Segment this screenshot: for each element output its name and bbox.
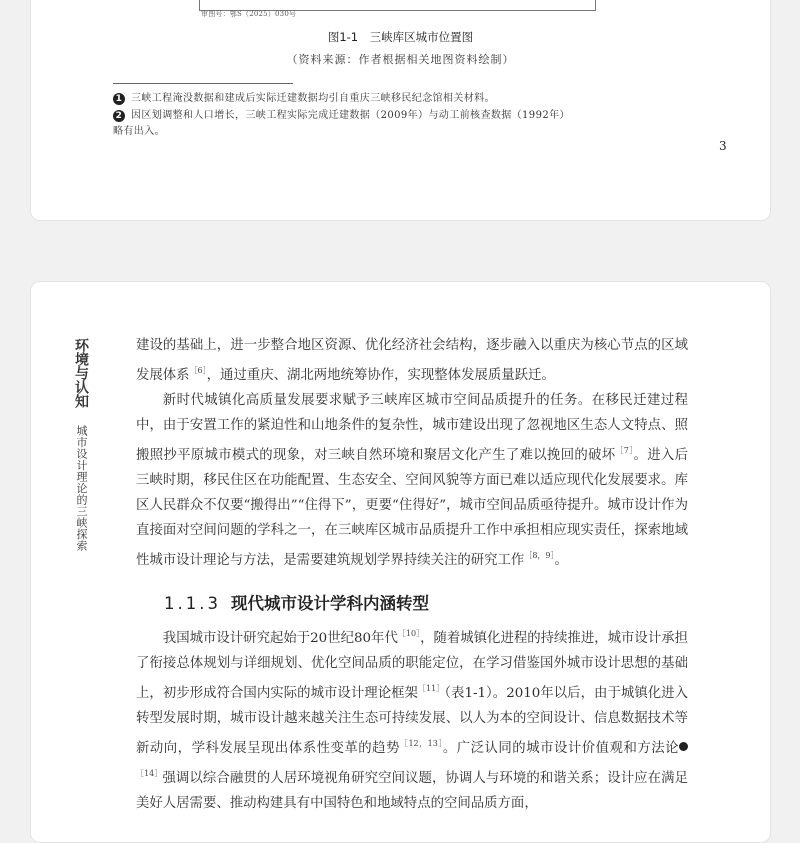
top-page [30, 0, 771, 221]
paragraph-text: 新时代城镇化高质量发展要求赋予三峡库区城市空间品质提升的任务。在移民迁建过程中，由于安置工作的紧迫性和山地条件的复杂性，城市建设出现了忽视地区生态人文特点、照搬照抄平原城市模式的现象，对三峡自然环境和聚居文化产生了难以挽回的破坏 [136, 393, 688, 463]
running-head-title: 环境与认知 [73, 338, 89, 408]
section-number: 1.1.3 [164, 594, 221, 613]
body-text-block [136, 333, 688, 573]
footnote-text: 三峡工程淹没数据和建成后实际迁建数据均引自重庆三峡移民纪念馆相关材料。 [131, 93, 495, 104]
paragraph-text: 我国城市设计研究起始于20世纪80年代 [162, 631, 398, 646]
paragraph [136, 333, 688, 388]
citation: ［11］ [418, 684, 445, 693]
page-number: 3 [719, 139, 727, 153]
paragraph-text: ，随着城镇化进程的持续推进，城市设计承担了衔接总体规划与详细规划、优化空间品质的职能定位，在学习借鉴国外城市设计思想的基础上，初步形成符合国内实际的城市设计理论框架 [136, 631, 689, 701]
paragraph-text: 。广泛认同的城市设计价值观和方法论 [442, 741, 680, 756]
citation: ［12，13］ [399, 739, 443, 748]
paragraph-text: 强调以综合融贯的人居环境视角研究空间议题，协调人与环境的和谐关系；设计应在满足美好人居需要、推动构建具有中国特色和地域特点的空间品质方面， [136, 771, 689, 811]
map-approval-number: 审图号：鄂S（2025）030号 [201, 10, 297, 18]
figure-caption: 图1-1 三峡库区城市位置图 [327, 30, 474, 44]
footnote-mark-icon: 1 [679, 742, 688, 751]
citation: ［6］ [189, 366, 207, 375]
paragraph-text: 。进入后三峡时期，移民住区在功能配置、生态安全、空间风貌等方面已难以适应现代化发展要求。库区人民群众不仅要“搬得出”“住得下”，更要“住得好”，城市空间品质亟待提升。城市设计作为直接面对空间问题的学科之一，在三峡库区城市品质提升工作中承担相应现实责任，探索地域性城市设计理论与方法，是需要建筑规划学界持续关注的研究工作 [136, 448, 689, 568]
section-heading [164, 590, 429, 614]
citation: ［7］ [615, 446, 634, 455]
section-title: 现代城市设计学科内涵转型 [230, 594, 429, 613]
citation: ［14］ [136, 769, 163, 778]
paragraph-text: 建设的基础上，进一步整合地区资源、优化经济社会结构，逐步融入以重庆为核心节点的区域发展体系 [136, 338, 688, 383]
main-page [30, 281, 771, 843]
running-head-subtitle: 城市设计理论的三峡探索 [75, 425, 88, 552]
paragraph-text: ，通过重庆、湖北两地统筹协作，实现整体发展质量跃迁。 [206, 368, 555, 383]
footnote-mark-icon: 1 [113, 93, 125, 105]
footnote-text-continued: 略有出入。 [113, 126, 165, 137]
footnote-divider [113, 83, 293, 84]
figure-source: （资料来源：作者根据相关地图资料绘制） [286, 53, 515, 66]
paragraph [136, 621, 711, 816]
citation: ［10］ [397, 629, 421, 638]
paragraph-text: 。 [554, 553, 568, 568]
citation: ［8，9］ [524, 551, 555, 560]
paragraph-text: （表1-1）。2010年以后，由于城镇化进入转型发展时期，城市设计越来越关注生态可持续发展、以人为本的空间设计、信息数据技术等新动向，学科发展呈现出体系性变革的趋势 [136, 686, 688, 756]
footnote-2 [113, 108, 673, 140]
footnote-1 [113, 91, 673, 107]
body-text-block [136, 621, 711, 816]
footnote-mark-icon: 2 [113, 110, 125, 122]
footnote-text: 因区划调整和人口增长，三峡工程实际完成迁建数据（2009年）与动工前核查数据（1992年） [131, 110, 570, 121]
paragraph [136, 388, 688, 573]
